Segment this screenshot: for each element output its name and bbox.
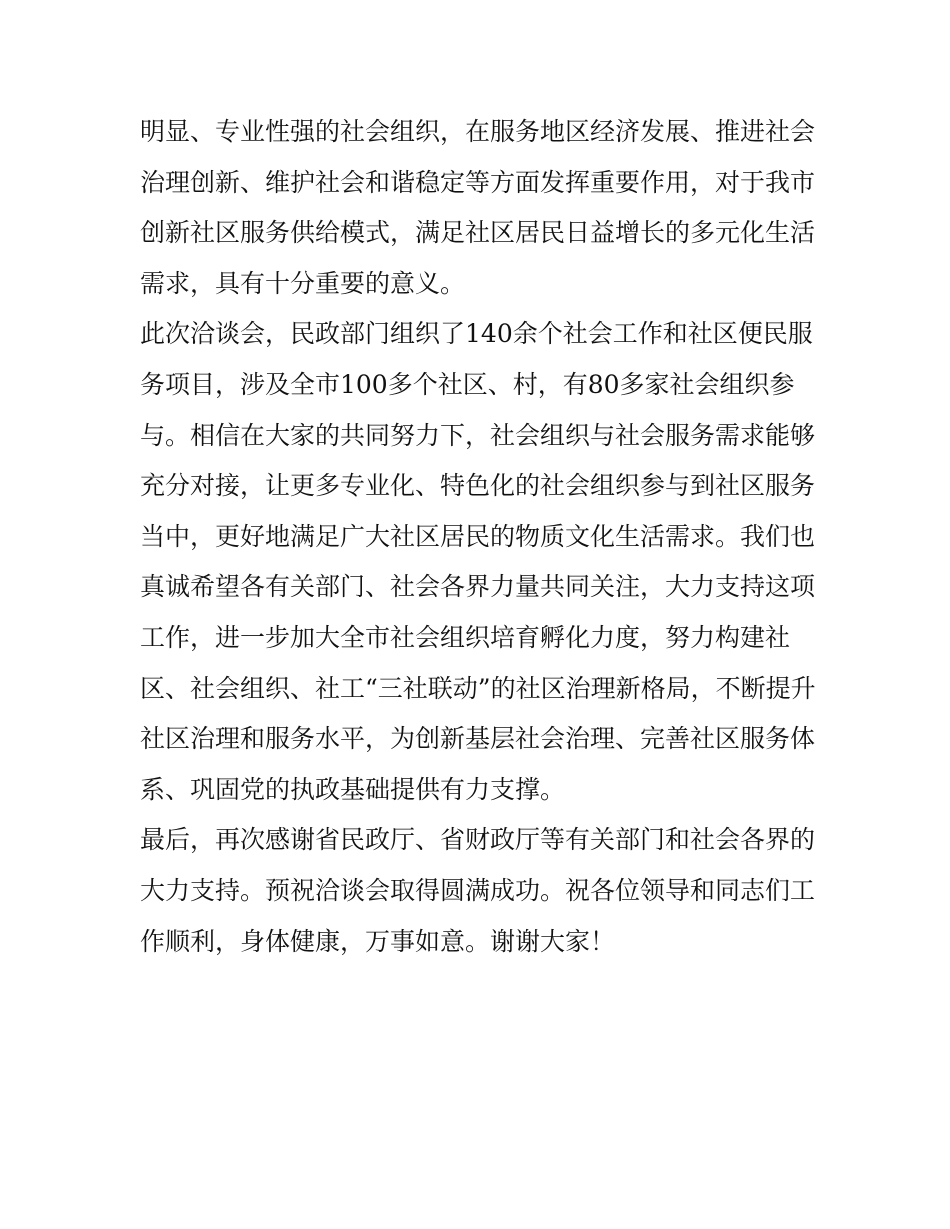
text-line: 大力支持。预祝洽谈会取得圆满成功。祝各位领导和同志们工 [140,875,816,905]
text-line: 与。相信在大家的共同努力下，社会组织与社会服务需求能够 [140,420,816,450]
text-line: 明显、专业性强的社会组织，在服务地区经济发展、推进社会 [140,117,816,146]
text-line: 创新社区服务供给模式，满足社区居民日益增长的多元化生活 [140,218,816,248]
text-line: 需求，具有十分重要的意义。 [140,268,466,298]
text-line: 充分对接，让更多专业化、特色化的社会组织参与到社区服务 [140,471,816,501]
text-line: 区、社会组织、社工“三社联动”的社区治理新格局，不断提升 [140,673,816,703]
text-line: 最后，再次感谢省民政厅、省财政厅等有关部门和社会各界的 [140,825,816,855]
text-line: 此次洽谈会，民政部门组织了140余个社会工作和社区便民服 [140,319,813,349]
text-line: 真诚希望各有关部门、社会各界力量共同关注，大力支持这项 [140,572,816,602]
text-line: 社区治理和服务水平，为创新基层社会治理、完善社区服务体 [140,724,816,754]
text-line: 治理创新、维护社会和谐稳定等方面发挥重要作用，对于我市 [140,167,816,197]
text-line: 系、巩固党的执政基础提供有力支撑。 [140,774,566,804]
body-text [140,107,820,967]
text-line: 作顺利，身体健康，万事如意。谢谢大家！ [140,926,616,956]
text-line: 工作，进一步加大全市社会组织培育孵化力度，努力构建社 [140,622,791,652]
text-line: 当中，更好地满足广大社区居民的物质文化生活需求。我们也 [140,521,816,551]
text-line: 务项目，涉及全市100多个社区、村，有80多家社会组织参 [140,369,795,399]
